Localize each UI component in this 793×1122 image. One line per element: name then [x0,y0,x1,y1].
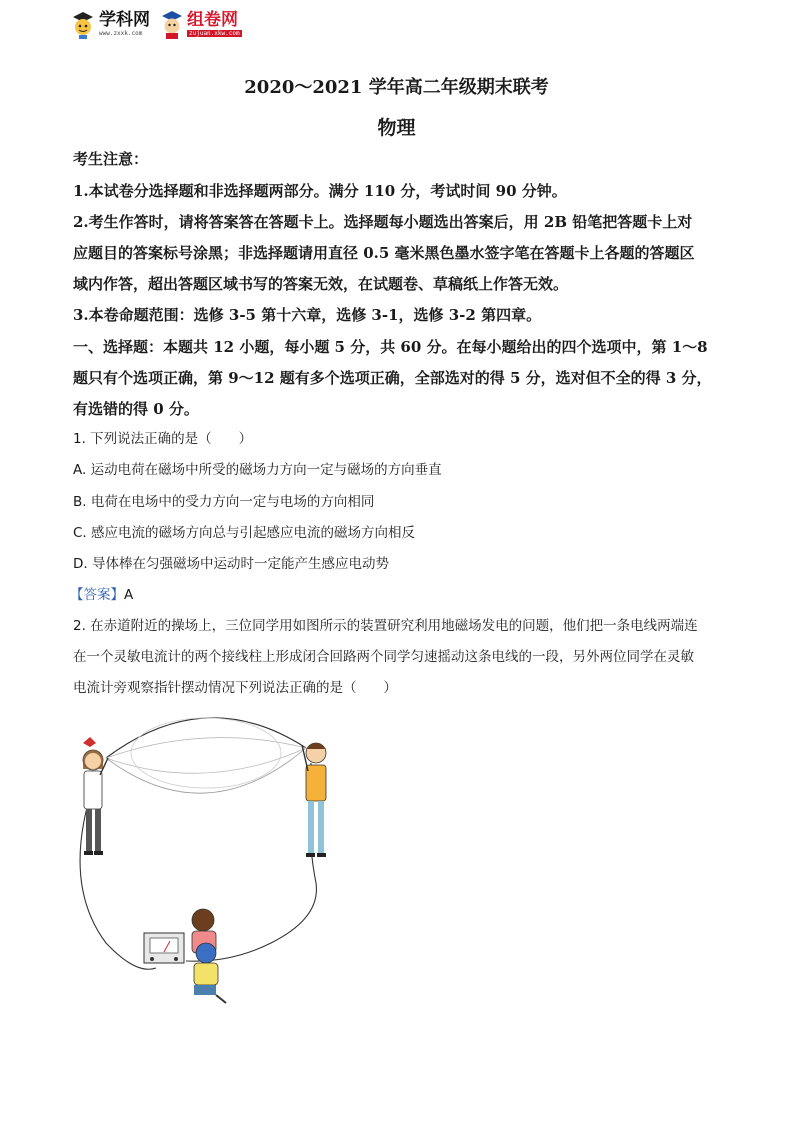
question-2-line-2: 在一个灵敏电流计的两个接线柱上形成闭合回路两个同学匀速摇动这条电线的一段，另外两位同学在灵敏 [73,649,694,665]
answer-value: A [124,587,134,603]
logo1-name: 学科网 [99,10,150,30]
exam-title: 2020～2021 学年高二年级期末联考 [244,77,549,98]
student-observer-front [194,943,226,1003]
question-2-figure [66,713,356,1023]
question-2-line-1: 2. 在赤道附近的操场上，三位同学用如图所示的装置研究利用地磁场发电的问题，他们把一条电线两端连 [73,618,698,634]
notice-item-2-line-1: 2.考生作答时，请将答案答在答题卡上。选择题每小题选出答案后，用 2B 铅笔把答题卡上对 [73,213,693,231]
student-left [83,737,108,855]
question-1-option-c: C. 感应电流的磁场方向总与引起感应电流的磁场方向相反 [73,525,416,541]
section-instructions-line-1: 一、选择题：本题共 12 小题，每小题 5 分，共 60 分。在每小题给出的四个选项中，第 1～8 [73,338,708,356]
question-1-option-d: D. 导体棒在匀强磁场中运动时一定能产生感应电动势 [73,556,389,572]
notice-item-1: 1.本试卷分选择题和非选择题两部分。满分 110 分，考试时间 90 分钟。 [73,182,567,200]
notice-item-2-line-2: 应题目的答案标号涂黑；非选择题请用直径 0.5 毫米黑色墨水签字笔在答题卡上各题的答题区 [73,244,695,262]
logo1-url: www.zxxk.com [99,30,143,37]
mascot-icon [160,10,184,40]
answer-tag: 【答案】 [70,587,124,603]
section-instructions-line-2: 题只有个选项正确，第 9～12 题有多个选项正确，全部选对的得 5 分，选对但不全的得 3 分， [73,369,712,387]
mascot-icon [70,10,96,40]
section-instructions-line-3: 有选错的得 0 分。 [73,400,199,418]
notice-item-2-line-3: 域内作答，超出答题区域书写的答案无效，在试题卷、草稿纸上作答无效。 [73,275,569,293]
exam-subject: 物理 [377,117,416,139]
header-logos [70,10,242,46]
logo2-name: 组卷网 [187,10,238,30]
question-1-stem: 1. 下列说法正确的是（ ） [73,431,253,447]
question-2-line-3: 电流计旁观察指针摆动情况下列说法正确的是（ ） [73,680,397,696]
question-1-option-b: B. 电荷在电场中的受力方向一定与电场的方向相同 [73,494,375,510]
logo-xuekewang [70,10,150,40]
logo2-url: zujuan.xkw.com [189,30,240,37]
notice-item-3: 3.本卷命题范围：选修 3-5 第十六章，选修 3-1，选修 3-2 第四章。 [73,306,542,324]
student-right [302,743,326,857]
question-1-option-a: A. 运动电荷在磁场中所受的磁场力方向一定与磁场的方向垂直 [73,462,442,478]
notice-heading: 考生注意： [73,150,149,168]
question-1-answer [70,580,720,611]
galvanometer-icon [144,933,184,963]
logo-zujuanwang [160,10,242,40]
